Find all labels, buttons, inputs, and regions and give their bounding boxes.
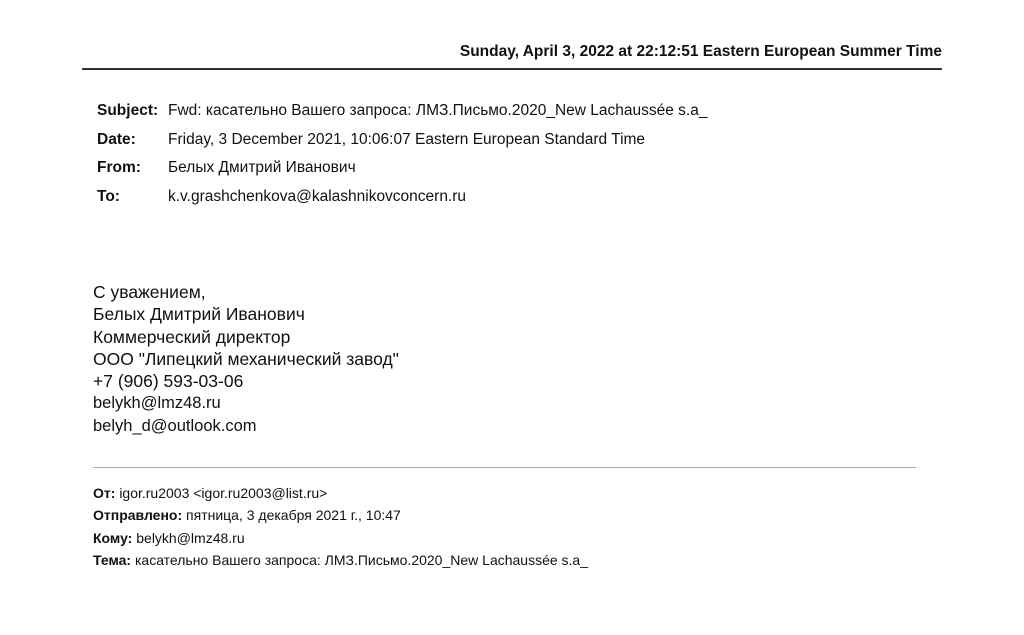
- forwarded-sent-value: пятница, 3 декабря 2021 г., 10:47: [186, 507, 401, 524]
- forwarded-to-row: [93, 527, 588, 549]
- from-label: From:: [97, 159, 141, 176]
- to-row: [97, 185, 467, 214]
- forwarded-from-label: От:: [93, 485, 116, 501]
- subject-row: [97, 99, 708, 128]
- signature-greeting: С уважением,: [93, 282, 206, 302]
- signature-position: Коммерческий директор: [93, 326, 291, 347]
- from-row: [97, 156, 356, 185]
- to-label: To:: [97, 187, 120, 205]
- forwarded-sent-label: Отправлено:: [93, 507, 183, 524]
- forward-divider: [93, 467, 916, 468]
- forwarded-from-row: [93, 482, 588, 504]
- date-label: Date:: [97, 130, 136, 148]
- signature-name: Белых Дмитрий Иванович: [93, 304, 305, 325]
- forwarded-from-value: igor.ru2003 <igor.ru2003@list.ru>: [119, 485, 328, 501]
- forwarded-subject-row: [93, 549, 588, 571]
- forwarded-subject-label: Тема:: [93, 551, 132, 568]
- to-value: k.v.grashchenkova@kalashnikovconcern.ru: [168, 187, 467, 205]
- signature-email-primary[interactable]: belykh@lmz48.ru: [93, 394, 221, 413]
- forwarded-subject-value: касательно Вашего запроса: ЛМЗ.Письмо.2020_New Lachaussée s.a_: [134, 551, 589, 568]
- forwarded-to-label: Кому:: [93, 529, 133, 546]
- forwarded-message-header: [93, 482, 588, 571]
- email-headers: [97, 99, 708, 213]
- print-header: [82, 40, 942, 70]
- signature-company: ООО "Липецкий механический завод": [93, 348, 399, 369]
- email-signature: [93, 281, 399, 437]
- forwarded-sent-row: [93, 504, 588, 526]
- subject-value: Fwd: касательно Вашего запроса: ЛМЗ.Письмо.2020_New Lachaussée s.a_: [168, 102, 708, 119]
- signature-email-secondary[interactable]: belyh_d@outlook.com: [93, 416, 257, 435]
- signature-phone: +7 (906) 593-03-06: [93, 371, 244, 392]
- date-value: Friday, 3 December 2021, 10:06:07 Eastern European Standard Time: [168, 130, 646, 148]
- print-datetime: Sunday, April 3, 2022 at 22:12:51 Eastern European Summer Time: [459, 43, 942, 60]
- from-value: Белых Дмитрий Иванович: [168, 159, 356, 176]
- subject-label: Subject:: [97, 102, 159, 119]
- date-row: [97, 128, 646, 157]
- forwarded-to-value: belykh@lmz48.ru: [136, 529, 245, 546]
